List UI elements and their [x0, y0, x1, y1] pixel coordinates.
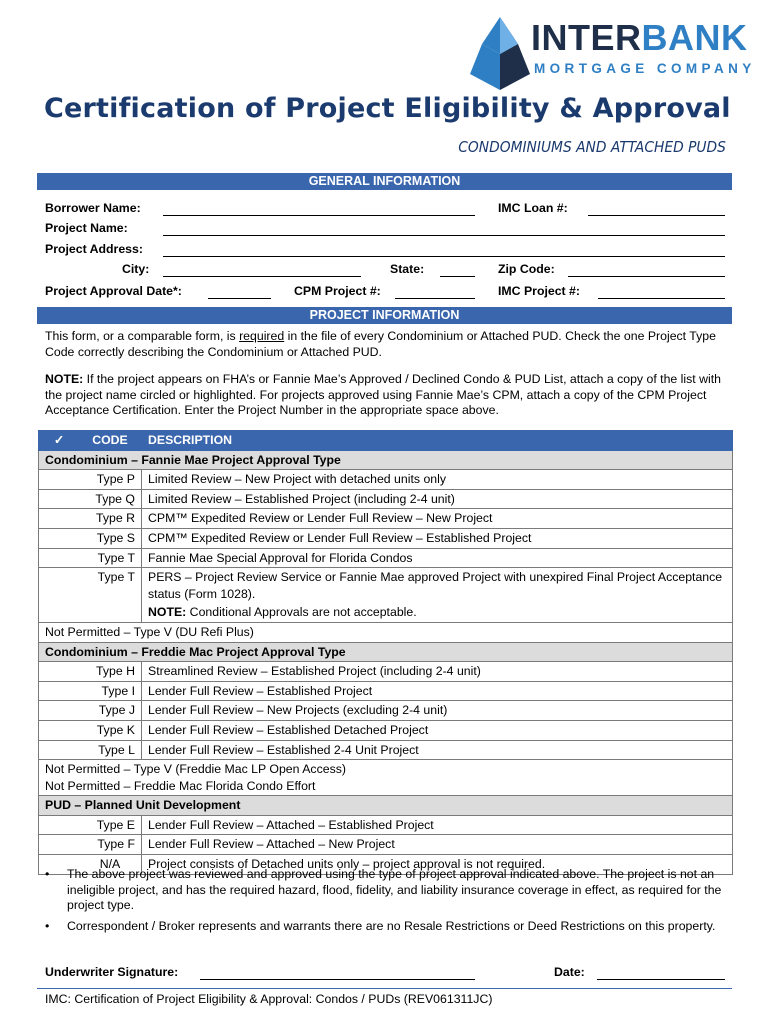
project-name-label: Project Name:	[45, 221, 128, 235]
state-field[interactable]	[440, 262, 475, 277]
row-checkbox[interactable]	[39, 489, 80, 509]
borrower-name-label: Borrower Name:	[45, 201, 141, 215]
description-column-header: DESCRIPTION	[142, 431, 733, 451]
table-row[interactable]: Type L Lender Full Review – Established 2-4 Unit Project	[39, 740, 733, 760]
city-field[interactable]	[163, 262, 361, 277]
pers-description: PERS – Project Review Service or Fannie Mae approved Project with unexpired Final Project Acceptance status (Form 1028). NOTE: Conditional Approvals are not acceptable.	[142, 568, 733, 623]
row-checkbox[interactable]	[39, 701, 80, 721]
row-checkbox[interactable]	[39, 720, 80, 740]
imc-loan-label: IMC Loan #:	[498, 201, 568, 215]
bullet-item: • Correspondent / Broker represents and warrants there are no Resale Restrictions or Deed Restrictions on this property.	[45, 919, 716, 933]
row-checkbox[interactable]	[39, 470, 80, 490]
document-subtitle: CONDOMINIUMS AND ATTACHED PUDS	[458, 138, 726, 156]
footer-divider	[37, 988, 732, 989]
project-address-field[interactable]	[163, 242, 725, 257]
project-information-header: PROJECT INFORMATION	[37, 307, 732, 324]
table-row[interactable]: Type S CPM™ Expedited Review or Lender Full Review – Established Project	[39, 528, 733, 548]
table-row[interactable]: Type P Limited Review – New Project with detached units only	[39, 470, 733, 490]
bullet-icon: •	[45, 867, 50, 881]
imc-project-field[interactable]	[598, 284, 725, 299]
underwriter-signature-label: Underwriter Signature:	[45, 965, 179, 979]
imc-loan-field[interactable]	[588, 201, 725, 216]
bullet-icon: •	[45, 919, 50, 933]
row-checkbox[interactable]	[39, 509, 80, 529]
zip-code-field[interactable]	[568, 262, 725, 277]
table-header-row	[39, 431, 733, 451]
row-checkbox[interactable]	[39, 835, 80, 855]
state-label: State:	[390, 262, 425, 276]
date-label: Date:	[554, 965, 585, 979]
cpm-project-label: CPM Project #:	[294, 284, 381, 298]
row-checkbox[interactable]	[39, 740, 80, 760]
table-row[interactable]: Type R CPM™ Expedited Review or Lender Full Review – New Project	[39, 509, 733, 529]
row-checkbox[interactable]	[39, 548, 80, 568]
row-checkbox[interactable]	[39, 568, 80, 623]
fannie-not-permitted-row: Not Permitted – Type V (DU Refi Plus)	[39, 622, 733, 642]
project-intro: This form, or a comparable form, is required in the file of every Condominium or Attached PUD. Check the one Project Type Code correctly describing the Condominium or Attached PUD.	[45, 329, 716, 359]
table-row[interactable]: Type J Lender Full Review – New Projects (excluding 2-4 unit)	[39, 701, 733, 721]
project-type-table	[38, 430, 733, 875]
table-row[interactable]: Type T Fannie Mae Special Approval for Florida Condos	[39, 548, 733, 568]
pud-section-header: PUD – Planned Unit Development	[39, 796, 733, 816]
borrower-name-field[interactable]	[163, 201, 475, 216]
freddie-section-header: Condominium – Freddie Mac Project Approval Type	[39, 642, 733, 662]
table-row[interactable]: Type K Lender Full Review – Established Detached Project	[39, 720, 733, 740]
row-checkbox[interactable]	[39, 815, 80, 835]
table-row[interactable]: Type I Lender Full Review – Established Project	[39, 681, 733, 701]
fannie-section-header: Condominium – Fannie Mae Project Approval Type	[39, 450, 733, 470]
footer-text: IMC: Certification of Project Eligibility & Approval: Condos / PUDs (REV061311JC)	[45, 992, 493, 1006]
approval-date-field[interactable]	[208, 284, 271, 299]
table-row[interactable]: N/A Project consists of Detached units only – project approval is not required.	[39, 855, 733, 875]
project-address-label: Project Address:	[45, 242, 143, 256]
table-row[interactable]: Type T PERS – Project Review Service or Fannie Mae approved Project with unexpired Final Project Acceptance status (Form 1028). NOTE: Conditional Approvals are not acceptable.	[39, 568, 733, 623]
row-checkbox[interactable]	[39, 662, 80, 682]
approval-date-label: Project Approval Date*:	[45, 284, 182, 298]
project-name-field[interactable]	[163, 221, 725, 236]
document-title: Certification of Project Eligibility & Approval	[44, 93, 731, 124]
code-column-header: CODE	[79, 431, 142, 451]
table-row[interactable]: Type Q Limited Review – Established Project (including 2-4 unit)	[39, 489, 733, 509]
table-row[interactable]: Type F Lender Full Review – Attached – New Project	[39, 835, 733, 855]
logo-tagline: MORTGAGE COMPANY	[534, 61, 756, 76]
project-note: NOTE: If the project appears on FHA’s or Fannie Mae’s Approved / Declined Condo & PUD List, attach a copy of the list with the project name circled or highlighted. For projects approved using Fannie Mae’s CPM, attach a copy of the CPM Project Acceptance Certification. Enter the Project Number in the appropriate space above.	[45, 372, 721, 417]
cpm-project-field[interactable]	[395, 284, 475, 299]
bullet-item: • The above project was reviewed and approved using the type of project approval indicated above. The project is not an ineligible project, and has the required hazard, flood, fidelity, and liability insurance coverage in effect, as required for the project type.	[45, 867, 722, 912]
check-column-header: ✓	[39, 431, 80, 451]
row-checkbox[interactable]	[39, 681, 80, 701]
row-checkbox[interactable]	[39, 528, 80, 548]
city-label: City:	[122, 262, 150, 276]
table-row[interactable]: Type E Lender Full Review – Attached – Established Project	[39, 815, 733, 835]
zip-code-label: Zip Code:	[498, 262, 555, 276]
general-information-header: GENERAL INFORMATION	[37, 173, 732, 190]
imc-project-label: IMC Project #:	[498, 284, 580, 298]
logo-wordmark: INTERBANK	[531, 17, 748, 58]
underwriter-signature-field[interactable]	[200, 965, 475, 980]
freddie-not-permitted-row: Not Permitted – Type V (Freddie Mac LP Open Access) Not Permitted – Freddie Mac Florida Condo Effort	[39, 760, 733, 796]
date-field[interactable]	[597, 965, 725, 980]
table-row[interactable]: Type H Streamlined Review – Established Project (including 2-4 unit)	[39, 662, 733, 682]
